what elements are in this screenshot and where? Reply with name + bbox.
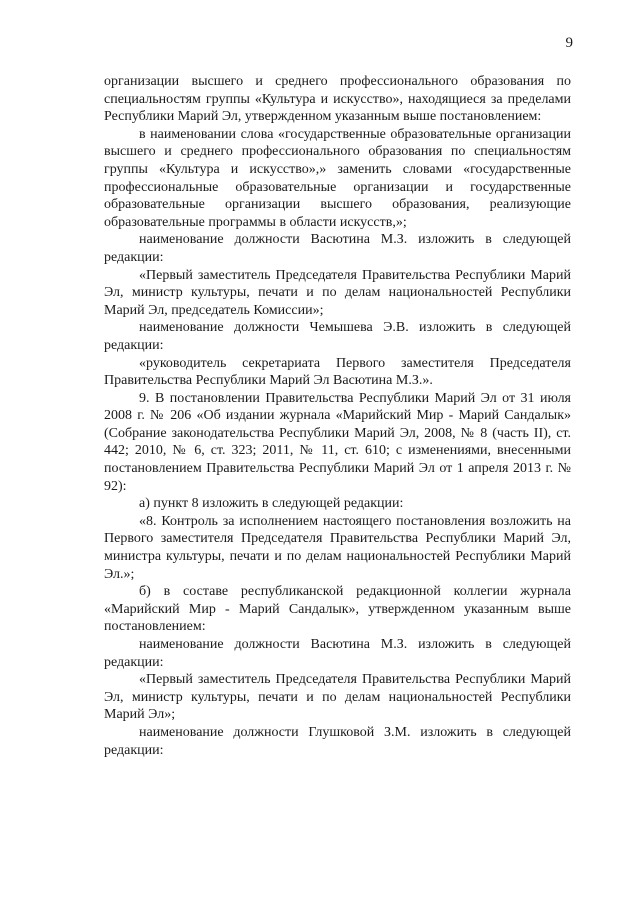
document-body (104, 73, 571, 759)
paragraph-subitem-a: а) пункт 8 изложить в следующей редакции: (139, 496, 404, 512)
paragraph-continuation: организации высшего и среднего профессионального образования по специальностям группы «Культура и искусство», находящиеся за пределами Республики Марий Эл, утвержденном указанным выше постановлением: (104, 74, 571, 125)
page-number: 9 (565, 35, 573, 51)
paragraph-position-glushkova: наименование должности Глушковой З.М. изложить в следующей редакции: (104, 724, 571, 758)
paragraph-subitem-a-text: «8. Контроль за исполнением настоящего постановления возложить на Первого заместителя Председателя Правительства Республики Марий Эл, министра культуры, печати и по делам национальностей Республики Марий Эл.»; (104, 513, 571, 582)
paragraph-position-vasyutin-2-text: «Первый заместитель Председателя Правительства Республики Марий Эл, министр культуры, печати и по делам национальностей Республики Марий Эл»; (104, 672, 571, 723)
paragraph-position-chemyshev: наименование должности Чемышева Э.В. изложить в следующей редакции: (104, 320, 571, 353)
paragraph-position-chemyshev-text: «руководитель секретариата Первого заместителя Председателя Правительства Республики Марий Эл Васютина М.З.». (104, 355, 571, 389)
paragraph-item-9: 9. В постановлении Правительства Республики Марий Эл от 31 июля 2008 г. № 206 «Об издании журнала «Марийский Мир - Марий Сандалык» (Собрание законодательства Республики Марий Эл, 2008, № 8 (часть II), ст. 442; 2010, № 6, ст. 323; 2011, № 11, ст. 610; с изменениями, внесенными постановлением Правительства Республики Марий Эл от 1 апреля 2013 г. № 92): (104, 390, 571, 494)
paragraph-position-vasyutin-text: «Первый заместитель Председателя Правительства Республики Марий Эл, министр культуры, печати и по делам национальностей Республики Марий Эл, председатель Комиссии»; (104, 267, 571, 318)
paragraph-position-vasyutin-2: наименование должности Васютина М.З. изложить в следующей редакции: (104, 637, 571, 670)
paragraph-subitem-b: б) в составе республиканской редакционной коллегии журнала «Марийский Мир - Марий Сандалык», утвержденном указанным выше постановлением: (104, 584, 571, 635)
paragraph-name-change: в наименовании слова «государственные образовательные организации высшего и среднего профессионального образования по специальностям группы «Культура и искусство»,» заменить словами «государственные профессиональные образовательные организации и государственные образовательные организации высшего образования, реализующие образовательные программы в области искусств,»; (104, 126, 571, 230)
paragraph-position-vasyutin: наименование должности Васютина М.З. изложить в следующей редакции: (104, 232, 571, 265)
